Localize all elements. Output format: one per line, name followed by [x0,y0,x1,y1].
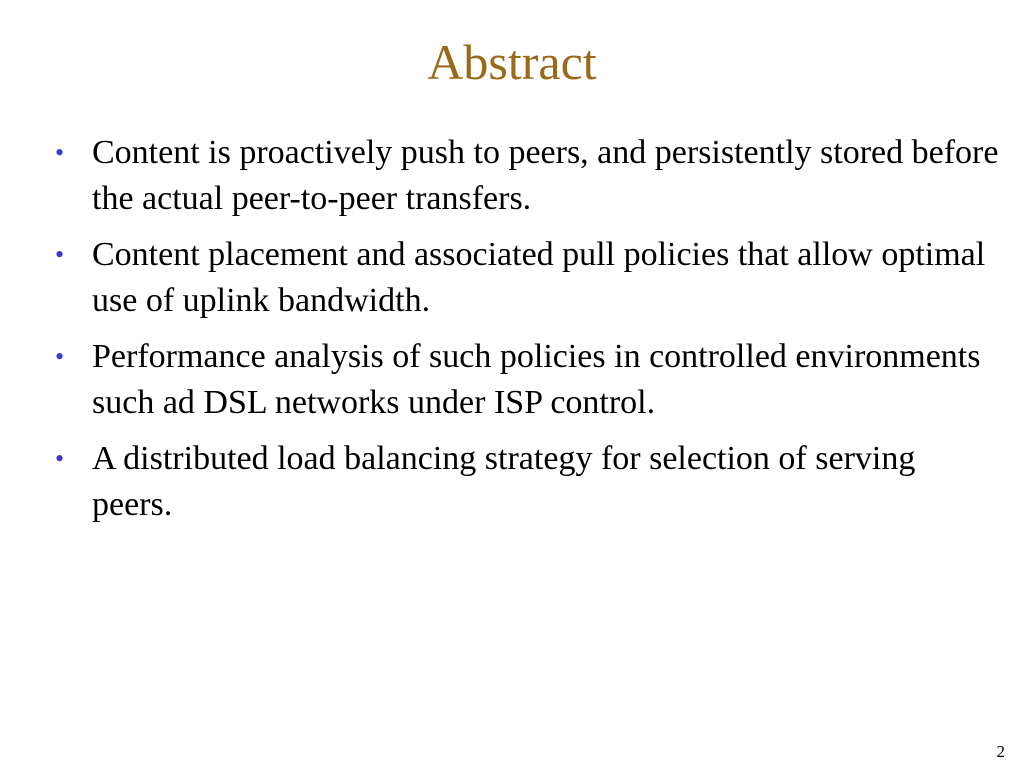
bullet-item-1 [52,130,1002,222]
bullet-text: Content placement and associated pull policies that allow optimal use of uplink bandwidth. [92,236,986,319]
bullet-list [52,130,1002,538]
bullet-icon: • [55,444,65,473]
bullet-icon: • [55,342,65,371]
bullet-text: Performance analysis of such policies in controlled environments such ad DSL networks under ISP control. [92,338,981,421]
bullet-item-3 [52,334,1002,426]
page-number: 2 [996,742,1005,761]
slide-title: Abstract [427,34,597,90]
bullet-item-2 [52,232,1002,324]
bullet-text: Content is proactively push to peers, and persistently stored before the actual peer-to-peer transfers. [92,134,999,217]
bullet-icon: • [55,138,65,167]
bullet-icon: • [55,240,65,269]
bullet-text: A distributed load balancing strategy for selection of serving peers. [92,440,916,523]
bullet-item-4 [52,436,1002,528]
